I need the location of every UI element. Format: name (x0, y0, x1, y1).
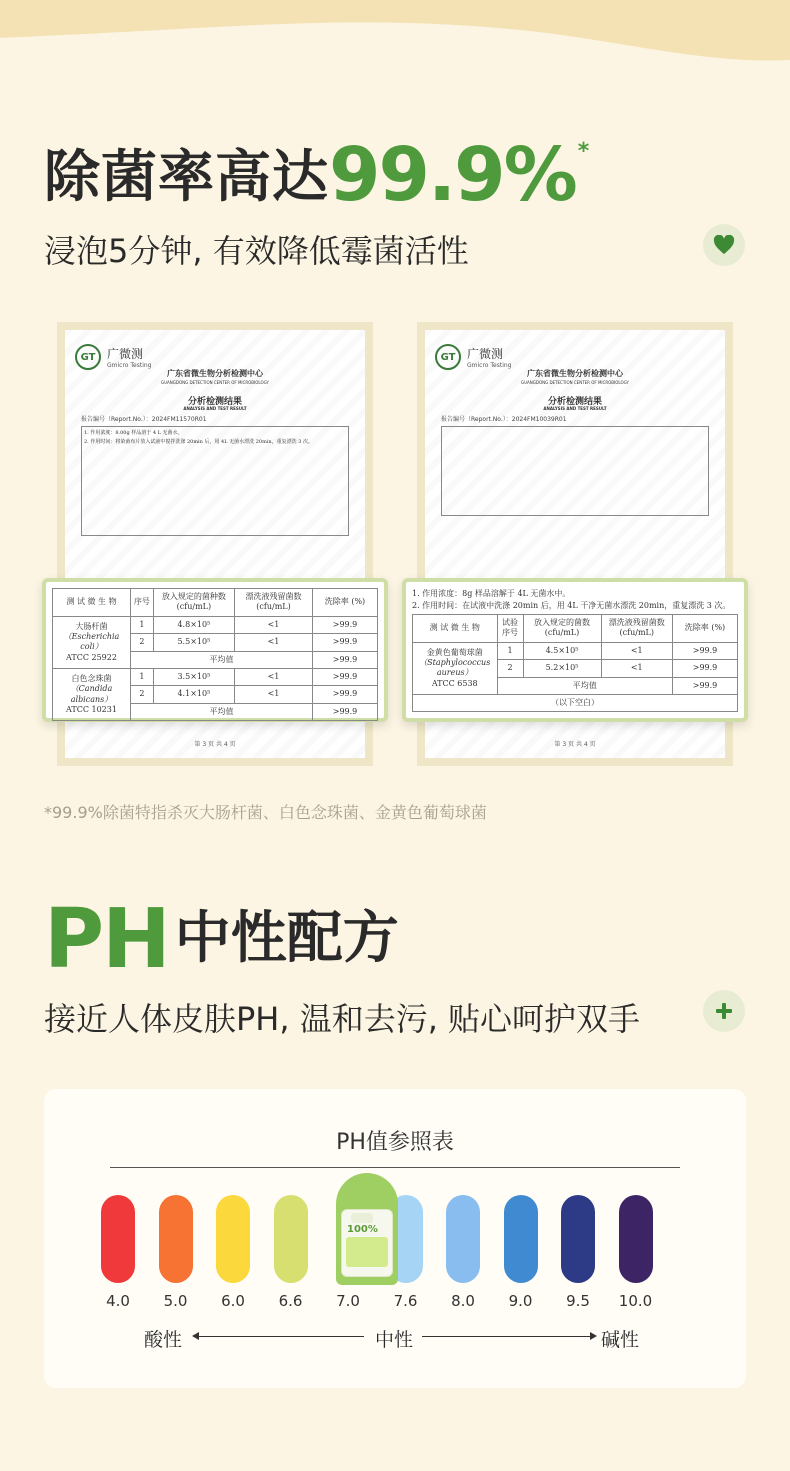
gmicro-logo-icon: GT (75, 344, 101, 370)
cell: 1 (497, 642, 523, 659)
cell: >99.9 (673, 642, 738, 659)
cell: 2 (131, 686, 154, 703)
result-zoom-card-1 (42, 578, 388, 722)
ph-pill-6.6 (274, 1195, 308, 1283)
organism-cell (413, 642, 498, 694)
ph-section-subtitle: 接近人体皮肤PH, 温和去污, 贴心呵护双手 (44, 1000, 641, 1038)
gmicro-logo-icon: GT (435, 344, 461, 370)
arrow-left-line (194, 1336, 364, 1337)
result-zoom-card-2 (402, 578, 748, 722)
mini-note-1: 1. 作用浓度：8.00g 样品溶于 4 L 无菌水。 (84, 430, 183, 436)
result-title: 分析检测结果 (187, 397, 242, 407)
ph-pill-5.0 (159, 1195, 193, 1283)
header-cell: 漂洗液残留菌数 (cfu/mL) (601, 615, 673, 643)
mini-note-2: 2. 作用时间：将染菌布片放入试液中搅拌洗涤 20min 后，用 4L 无菌水漂洗 20min，重复漂洗 3 次。 (84, 439, 314, 445)
organism-latin: （Candida albicans） (70, 684, 113, 704)
org-name: 广微测 (467, 347, 504, 361)
mini-result-table (441, 426, 709, 516)
cell: 2 (131, 634, 154, 651)
ph-title-rest: 中性配方 (174, 906, 399, 971)
cell: 1 (131, 616, 154, 633)
bottle-percent-label: 100% (347, 1224, 378, 1235)
cell: >99.9 (313, 686, 378, 703)
cell: 5.5×10⁵ (153, 634, 234, 651)
ph-pill-8.0 (446, 1195, 480, 1283)
header-cell: 放入规定的菌数 (cfu/mL) (523, 615, 601, 643)
arrow-right-icon (590, 1332, 597, 1340)
header-cell: 测 试 微 生 物 (53, 589, 131, 617)
cell: >99.9 (313, 668, 378, 685)
certificate-logo (435, 344, 511, 370)
avg-label: 平均值 (131, 651, 313, 668)
ph-pill-10.0 (619, 1195, 653, 1283)
organism-cell (53, 668, 131, 720)
ph-value-label: 9.0 (508, 1292, 533, 1310)
center-en: GUANGDONG DETECTION CENTER OF MICROBIOLOGY (521, 380, 629, 385)
neutral-label: 中性 (375, 1329, 414, 1351)
ph-section-title (44, 892, 399, 987)
certificate-logo (75, 344, 151, 370)
acid-label: 酸性 (144, 1329, 183, 1351)
cell: >99.9 (313, 634, 378, 651)
avg-value: >99.9 (313, 651, 378, 668)
org-en: Gmicro Testing (107, 362, 152, 369)
bottle-label (346, 1237, 388, 1267)
organism-cell (53, 616, 131, 668)
page-number: 第 3 页 共 4 页 (194, 741, 236, 748)
table-header-row (53, 589, 378, 617)
ph-value-label: 7.6 (393, 1292, 418, 1310)
cell: <1 (235, 686, 313, 703)
bottle-cap (351, 1213, 373, 1223)
cell: <1 (601, 642, 673, 659)
cell: 1 (131, 668, 154, 685)
top-wave-decoration (0, 0, 790, 80)
header-cell: 洗除率 (%) (313, 589, 378, 617)
ph-chart-title: PH值参照表 (336, 1130, 454, 1155)
cell: 3.5×10⁵ (153, 668, 234, 685)
heart-icon (713, 235, 735, 255)
organism-atcc: ATCC 10231 (66, 704, 117, 714)
ph-pill-9.5 (561, 1195, 595, 1283)
avg-label: 平均值 (131, 703, 313, 720)
arrow-left-icon (192, 1332, 199, 1340)
result-table-2 (412, 614, 738, 712)
ph-value-label: 7.0 (336, 1292, 360, 1310)
header-cell: 漂洗液残留菌数 (cfu/mL) (235, 589, 313, 617)
cell: 4.8×10⁵ (153, 616, 234, 633)
plus-icon (714, 1001, 734, 1021)
cell: >99.9 (313, 616, 378, 633)
result-en: ANALYSIS AND TEST RESULT (183, 406, 247, 411)
header-cell: 放入规定的菌种数 (cfu/mL) (153, 589, 234, 617)
page-subtitle: 浸泡5分钟, 有效降低霉菌活性 (44, 232, 469, 270)
ph-value-label: 10.0 (618, 1292, 653, 1310)
result-en: ANALYSIS AND TEST RESULT (543, 406, 607, 411)
test-note-1: 1. 作用浓度：8g 样品溶解于 4L 无菌水中。 (412, 589, 571, 598)
header-cell: 序号 (131, 589, 154, 617)
arrow-right-line (422, 1336, 592, 1337)
plus-badge (703, 990, 745, 1032)
alkaline-label: 碱性 (601, 1329, 640, 1351)
divider (110, 1167, 680, 1168)
ph-pill-4.0 (101, 1195, 135, 1283)
ph-value-label: 8.0 (451, 1292, 475, 1310)
test-note-2: 2. 作用时间：在试液中洗涤 20min 后，用 4L 干净无菌水漂洗 20min，重复漂洗 3 次。 (412, 601, 731, 610)
cell: <1 (235, 668, 313, 685)
center-name: 广东省微生物分析检测中心 (527, 369, 623, 378)
avg-value: >99.9 (313, 703, 378, 720)
cell: <1 (235, 616, 313, 633)
cell: 4.1×10⁵ (153, 686, 234, 703)
organism-name: 金黄色葡萄球菌 (426, 647, 483, 657)
result-table-1 (52, 588, 378, 721)
organism-latin: （Escherichia coli） (63, 631, 120, 652)
blank-note: （以下空白） (413, 694, 738, 711)
center-en: GUANGDONG DETECTION CENTER OF MICROBIOLOGY (161, 380, 269, 385)
report-number: 报告编号（Report.No.）：2024FM10039R01 (441, 416, 567, 423)
avg-label: 平均值 (497, 677, 673, 694)
ph-value-label: 9.5 (566, 1292, 590, 1310)
table-row (53, 616, 378, 633)
table-row (53, 668, 378, 685)
organism-name: 大肠杆菌 (75, 621, 108, 631)
center-name: 广东省微生物分析检测中心 (167, 369, 263, 378)
organism-name: 白色念珠菌 (71, 673, 112, 683)
table-row (413, 642, 738, 659)
ph-title-highlight: PH (44, 892, 169, 987)
page-title (44, 132, 590, 218)
org-en: Gmicro Testing (467, 362, 512, 369)
table-blank-row (413, 694, 738, 711)
header-cell: 洗除率 (%) (673, 615, 738, 643)
title-footnote-mark: * (577, 139, 591, 164)
cell: 4.5×10⁵ (523, 642, 601, 659)
footnote: *99.9%除菌特指杀灭大肠杆菌、白色念珠菌、金黄色葡萄球菌 (44, 803, 487, 822)
ph-value-label: 5.0 (163, 1292, 188, 1310)
organism-latin: （Staphylococcus aureus） (419, 657, 491, 678)
organism-atcc: ATCC 25922 (66, 652, 117, 662)
report-number: 报告编号（Report.No.）：2024FM11570R01 (81, 416, 207, 423)
ph-value-label: 6.0 (221, 1292, 245, 1310)
avg-value: >99.9 (673, 677, 738, 694)
result-title: 分析检测结果 (547, 397, 602, 407)
ph-pill-9.0 (504, 1195, 538, 1283)
heart-badge (703, 224, 745, 266)
ph-value-label: 4.0 (106, 1292, 130, 1310)
ph-value-label: 6.6 (278, 1292, 303, 1310)
title-value: 99.9% (329, 132, 576, 218)
header-cell: 试验序号 (497, 615, 523, 643)
cell: 2 (497, 660, 523, 677)
mini-result-table (81, 426, 349, 536)
cell: >99.9 (673, 660, 738, 677)
page-number: 第 3 页 共 4 页 (554, 741, 596, 748)
ph-reference-panel (44, 1089, 746, 1388)
organism-atcc: ATCC 6538 (431, 678, 478, 688)
product-bottle-image (336, 1173, 398, 1285)
ph-pill-6.0 (216, 1195, 250, 1283)
title-prefix: 除菌率高达 (44, 145, 329, 210)
cell: 5.2×10⁵ (523, 660, 601, 677)
header-cell: 测 试 微 生 物 (413, 615, 498, 643)
cell: <1 (235, 634, 313, 651)
cell: <1 (601, 660, 673, 677)
table-header-row (413, 615, 738, 643)
org-name: 广微测 (107, 347, 144, 361)
